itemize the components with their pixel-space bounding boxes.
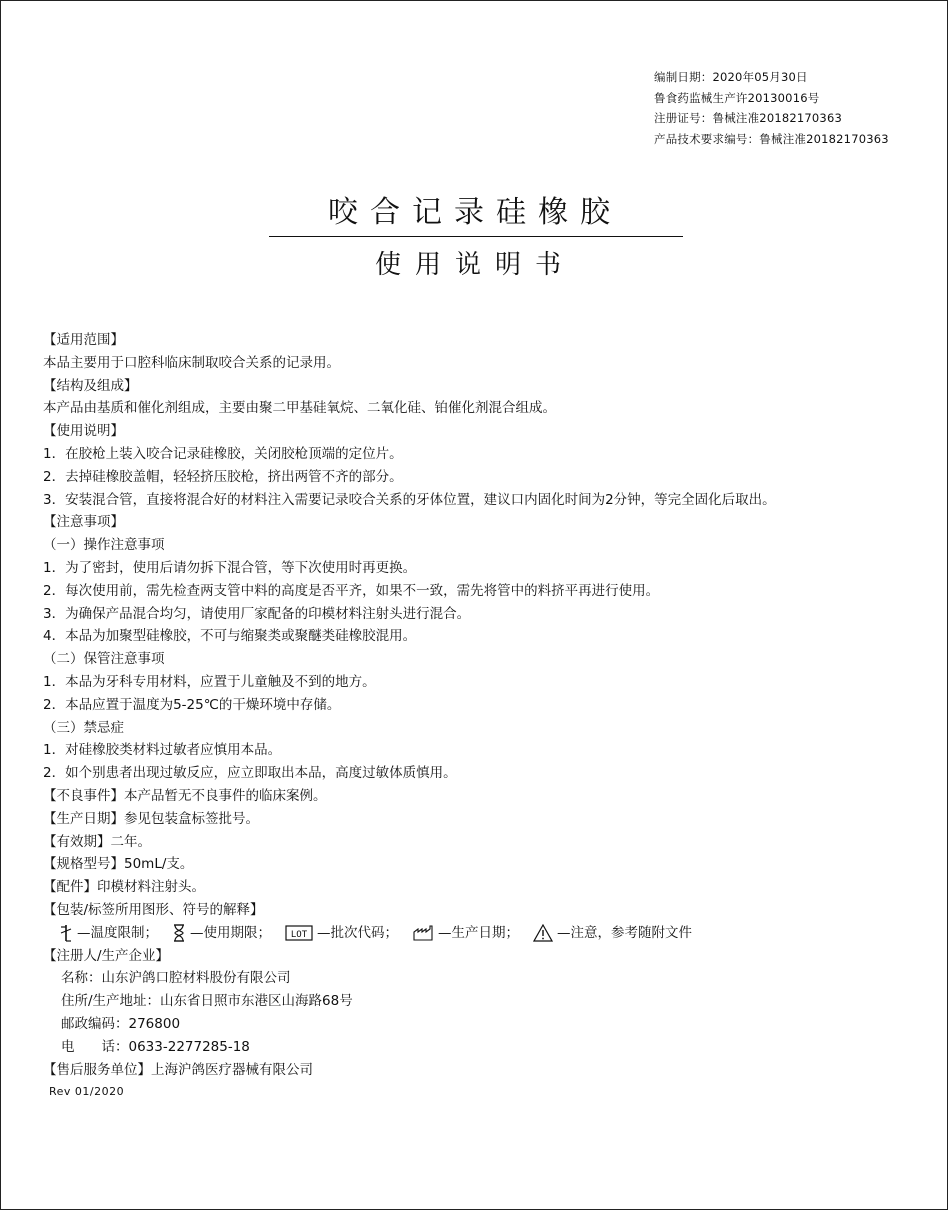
document-meta bbox=[654, 67, 889, 149]
section-heading-registrant: 【注册人/生产企业】 bbox=[43, 947, 170, 964]
shelf-life: 【有效期】二年。 bbox=[43, 833, 151, 850]
operation-item: 2．每次使用前，需先检查两支管中料的高度是否平齐，如果不一致，需先将管中的料挤平再进行使用。 bbox=[43, 582, 660, 599]
symbol-lot bbox=[285, 922, 398, 945]
lot-icon bbox=[285, 924, 313, 942]
specification: 【规格型号】50mL/支。 bbox=[43, 856, 194, 873]
usage-step: 2．去掉硅橡胶盖帽，轻轻挤压胶枪，挤出两管不齐的部分。 bbox=[43, 468, 403, 485]
title-divider bbox=[269, 236, 683, 237]
hourglass-icon bbox=[172, 923, 186, 943]
symbol-temperature bbox=[57, 922, 158, 945]
registrant-phone: 电 话：0633-2277285-18 bbox=[61, 1038, 250, 1055]
temperature-limit-icon bbox=[57, 923, 73, 943]
operation-item: 3．为确保产品混合均匀，请使用厂家配备的印模材料注射头进行混合。 bbox=[43, 605, 471, 622]
symbol-lot-label: —批次代码； bbox=[317, 924, 398, 941]
product-title: 咬合记录硅橡胶 bbox=[328, 195, 622, 230]
symbol-caution-label: —注意，参考随附文件 bbox=[557, 924, 692, 941]
section-heading-composition: 【结构及组成】 bbox=[43, 377, 138, 394]
section-heading-usage: 【使用说明】 bbox=[43, 423, 124, 440]
manufacture-date-icon bbox=[412, 924, 434, 942]
registrant-name: 名称：山东沪鸽口腔材料股份有限公司 bbox=[61, 970, 291, 987]
symbol-expiry bbox=[172, 922, 271, 945]
usage-step: 3．安装混合管，直接将混合好的材料注入需要记录咬合关系的牙体位置，建议口内固化时间为2分钟，等完全固化后取出。 bbox=[43, 491, 776, 508]
storage-item: 1．本品为牙科专用材料，应置于儿童触及不到的地方。 bbox=[43, 673, 376, 690]
instructions-body bbox=[43, 329, 923, 1104]
symbol-legend bbox=[43, 922, 923, 945]
contraindication-item: 1．对硅橡胶类材料过敏者应慎用本品。 bbox=[43, 742, 282, 759]
section-heading-precautions: 【注意事项】 bbox=[43, 514, 124, 531]
lot-icon-text: LOT bbox=[290, 930, 308, 941]
storage-item: 2．本品应置于温度为5-25℃的干燥环境中存储。 bbox=[43, 696, 341, 713]
document-subtitle: 使用说明书 bbox=[374, 250, 575, 280]
section-heading-scope: 【适用范围】 bbox=[43, 332, 124, 348]
symbol-caution bbox=[533, 922, 692, 945]
scope-text: 本品主要用于口腔科临床制取咬合关系的记录用。 bbox=[43, 354, 340, 371]
symbol-manufacture-date-label: —生产日期； bbox=[438, 924, 519, 941]
after-sales-service: 【售后服务单位】上海沪鸽医疗器械有限公司 bbox=[43, 1061, 313, 1078]
accessories: 【配件】印模材料注射头。 bbox=[43, 879, 205, 896]
subsection-operation: （一）操作注意事项 bbox=[43, 537, 165, 554]
adverse-events: 【不良事件】本产品暂无不良事件的临床案例。 bbox=[43, 787, 327, 804]
operation-item: 4．本品为加聚型硅橡胶，不可与缩聚类或聚醚类硅橡胶混用。 bbox=[43, 628, 417, 645]
subsection-contraindications: （三）禁忌症 bbox=[43, 719, 124, 736]
registrant-postcode: 邮政编码：276800 bbox=[61, 1015, 181, 1032]
section-heading-symbols: 【包装/标签所用图形、符号的解释】 bbox=[43, 901, 264, 918]
caution-triangle-icon bbox=[533, 924, 553, 942]
symbol-manufacture-date bbox=[412, 922, 519, 945]
revision-label: Rev 01/2020 bbox=[49, 1085, 125, 1099]
composition-text: 本产品由基质和催化剂组成，主要由聚二甲基硅氧烷、二氧化硅、铂催化剂混合组成。 bbox=[43, 400, 556, 417]
symbol-expiry-label: —使用期限； bbox=[190, 924, 271, 941]
registration-number: 注册证号：鲁械注准20182170363 bbox=[654, 111, 842, 125]
registrant-address: 住所/生产地址：山东省日照市东港区山海路68号 bbox=[61, 993, 353, 1010]
compile-date: 编制日期：2020年05月30日 bbox=[654, 70, 808, 84]
contraindication-item: 2．如个别患者出现过敏反应，应立即取出本品，高度过敏体质慎用。 bbox=[43, 765, 457, 782]
production-date: 【生产日期】参见包装盒标签批号。 bbox=[43, 810, 259, 827]
production-license: 鲁食药监械生产许20130016号 bbox=[654, 90, 820, 105]
technical-requirement-number: 产品技术要求编号：鲁械注准20182170363 bbox=[654, 131, 889, 146]
usage-step: 1．在胶枪上装入咬合记录硅橡胶，关闭胶枪顶端的定位片。 bbox=[43, 445, 403, 462]
operation-item: 1．为了密封，使用后请勿拆下混合管，等下次使用时再更换。 bbox=[43, 559, 417, 576]
symbol-temperature-label: —温度限制； bbox=[77, 924, 158, 941]
subsection-storage: （二）保管注意事项 bbox=[43, 651, 165, 668]
